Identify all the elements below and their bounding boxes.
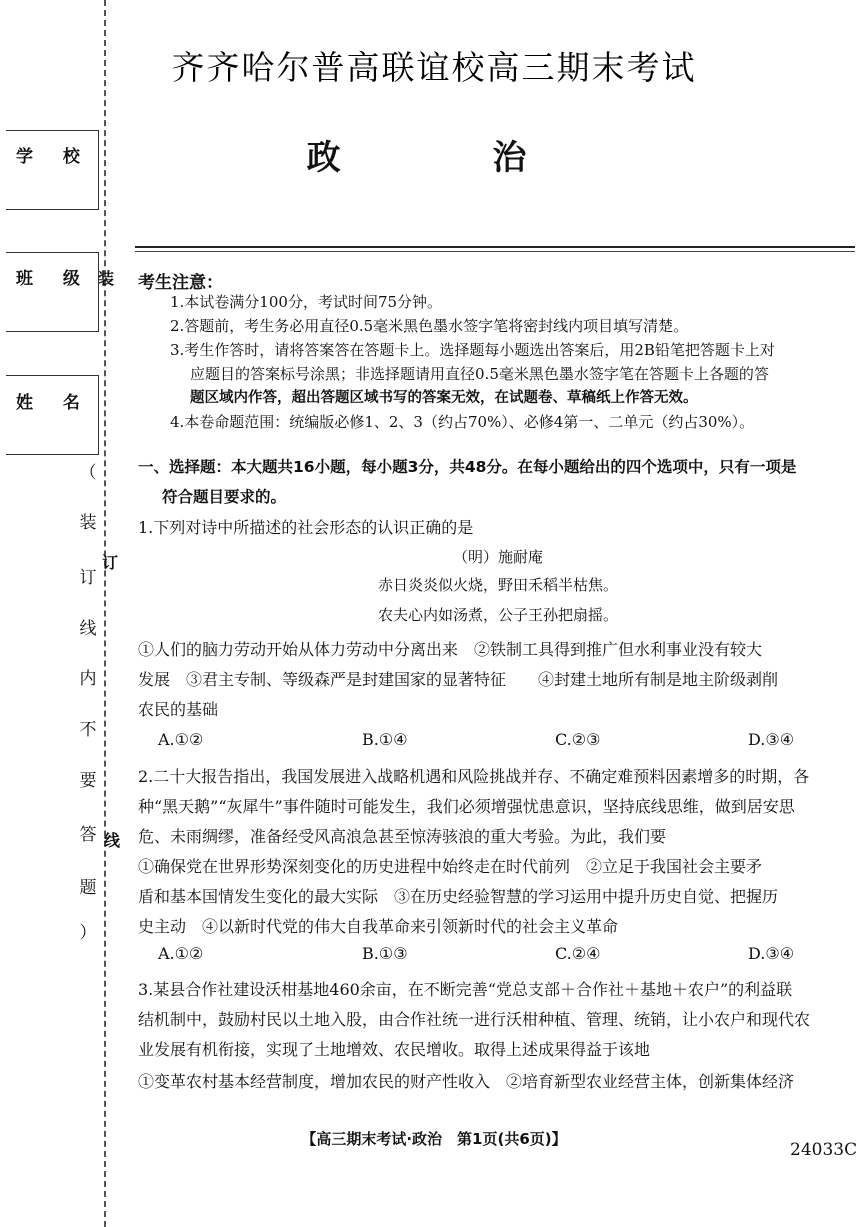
q1-option-a[interactable]: A.①② [158,730,204,749]
q1-poem-line: 赤日炎炎似火烧，野田禾稻半枯焦。 [377,576,618,594]
q1-poem-line: 农夫心内如汤煮，公子王孙把扇摇。 [377,606,618,624]
header-rule [135,246,855,248]
q1-statement: 发展 ③君主专制、等级森严是封建国家的显著特征 ④封建土地所有制是地主阶级剥削 [138,670,779,689]
subject-title: 政 治 [306,138,597,178]
vertical-notice-char: 不 [79,720,97,740]
page-footer: 【高三期末考试·政治 第1页(共6页)】 [301,1130,567,1148]
class-field-label: 班 级 [16,269,92,289]
q3-stem: 3.某县合作社建设沃柑基地460余亩，在不断完善“党总支部＋合作社＋基地＋农户”的利益联 [138,980,793,999]
q1-stem: 1.下列对诗中所描述的社会形态的认识正确的是 [138,518,474,537]
q2-stem: 危、未雨绸缪，准备经受风高浪急甚至惊涛骇浪的重大考验。为此，我们要 [138,827,667,846]
name-field-label: 姓 名 [16,393,92,413]
note-item: 2.答题前，考生务必用直径0.5毫米黑色墨水签字笔将密封线内项目填写清楚。 [170,317,689,335]
name-field-box[interactable] [6,375,99,455]
seal-mark-ding: 订 [102,553,119,572]
q1-option-d[interactable]: D.③④ [748,730,795,749]
q1-option-c[interactable]: C.②③ [555,730,601,749]
school-field-label: 学 校 [16,147,92,167]
q2-option-d[interactable]: D.③④ [748,944,795,963]
section-heading: 一、选择题：本大题共16小题，每小题3分，共48分。在每小题给出的四个选项中，只有一项是 [138,458,797,476]
seal-dashed-line [104,0,106,1227]
exam-title: 齐齐哈尔普高联谊校高三期末考试 [171,48,697,87]
note-item: 3.考生作答时，请将答案答在答题卡上。选择题每小题选出答案后，用2B铅笔把答题卡上对 [170,341,775,359]
q3-stem: 结机制中，鼓励村民以土地入股，由合作社统一进行沃柑种植、管理、统销，让小农户和现代农 [138,1010,811,1029]
note-item: 题区域内作答，超出答题区域书写的答案无效，在试题卷、草稿纸上作答无效。 [190,390,698,406]
note-item: 应题目的答案标号涂黑；非选择题请用直径0.5毫米黑色墨水签字笔在答题卡上各题的答 [190,365,769,383]
seal-mark-xian: 线 [104,831,121,850]
note-item: 4.本卷命题范围：统编版必修1、2、3（约占70%）、必修4第一、二单元（约占30%）。 [170,413,755,431]
q2-option-b[interactable]: B.①③ [362,944,408,963]
paper-code: 24033C [790,1140,858,1160]
q2-stem: 2.二十大报告指出，我国发展进入战略机遇和风险挑战并存、不确定难预料因素增多的时期，各 [138,767,810,786]
section-heading-cont: 符合题目要求的。 [162,488,287,506]
vertical-notice-char: 答 [79,825,97,845]
q2-statement: 盾和基本国情发生变化的最大实际 ③在历史经验智慧的学习运用中提升历史自觉、把握历 [138,887,779,906]
q2-statement: ①确保党在世界形势深刻变化的历史进程中始终走在时代前列 ②立足于我国社会主要矛 [138,857,763,876]
q2-statement: 史主动 ④以新时代党的伟大自我革命来引领新时代的社会主义革命 [138,917,619,936]
q1-statement: 农民的基础 [138,700,219,719]
vertical-notice-char: 装 [79,513,97,533]
vertical-notice-char: 内 [79,669,97,689]
q1-option-b[interactable]: B.①④ [362,730,408,749]
q1-statement: ①人们的脑力劳动开始从体力劳动中分离出来 ②铁制工具得到推广但水利事业没有较大 [138,640,763,659]
header-rule-thin [135,251,855,252]
q2-option-a[interactable]: A.①② [158,944,204,963]
seal-mark-zhuang: 装 [98,269,115,288]
q3-stem: 业发展有机衔接，实现了土地增效、农民增收。取得上述成果得益于该地 [138,1040,651,1059]
notes-title: 考生注意： [138,273,223,293]
vertical-notice-char: （ [79,463,97,483]
q1-poem-author: （明）施耐庵 [452,548,543,566]
vertical-notice-char: ） [79,923,97,943]
vertical-notice-char: 订 [79,568,97,588]
note-item: 1.本试卷满分100分，考试时间75分钟。 [170,293,443,311]
vertical-notice-char: 线 [79,619,97,639]
vertical-notice-char: 题 [79,878,97,898]
q3-statement: ①变革农村基本经营制度，增加农民的财产性收入 ②培育新型农业经营主体，创新集体经济 [138,1072,795,1091]
vertical-notice-char: 要 [79,771,97,791]
q2-option-c[interactable]: C.②④ [555,944,601,963]
q2-stem: 种“黑天鹅”“灰犀牛”事件随时可能发生，我们必须增强忧患意识，坚持底线思维，做到居安思 [138,797,795,816]
